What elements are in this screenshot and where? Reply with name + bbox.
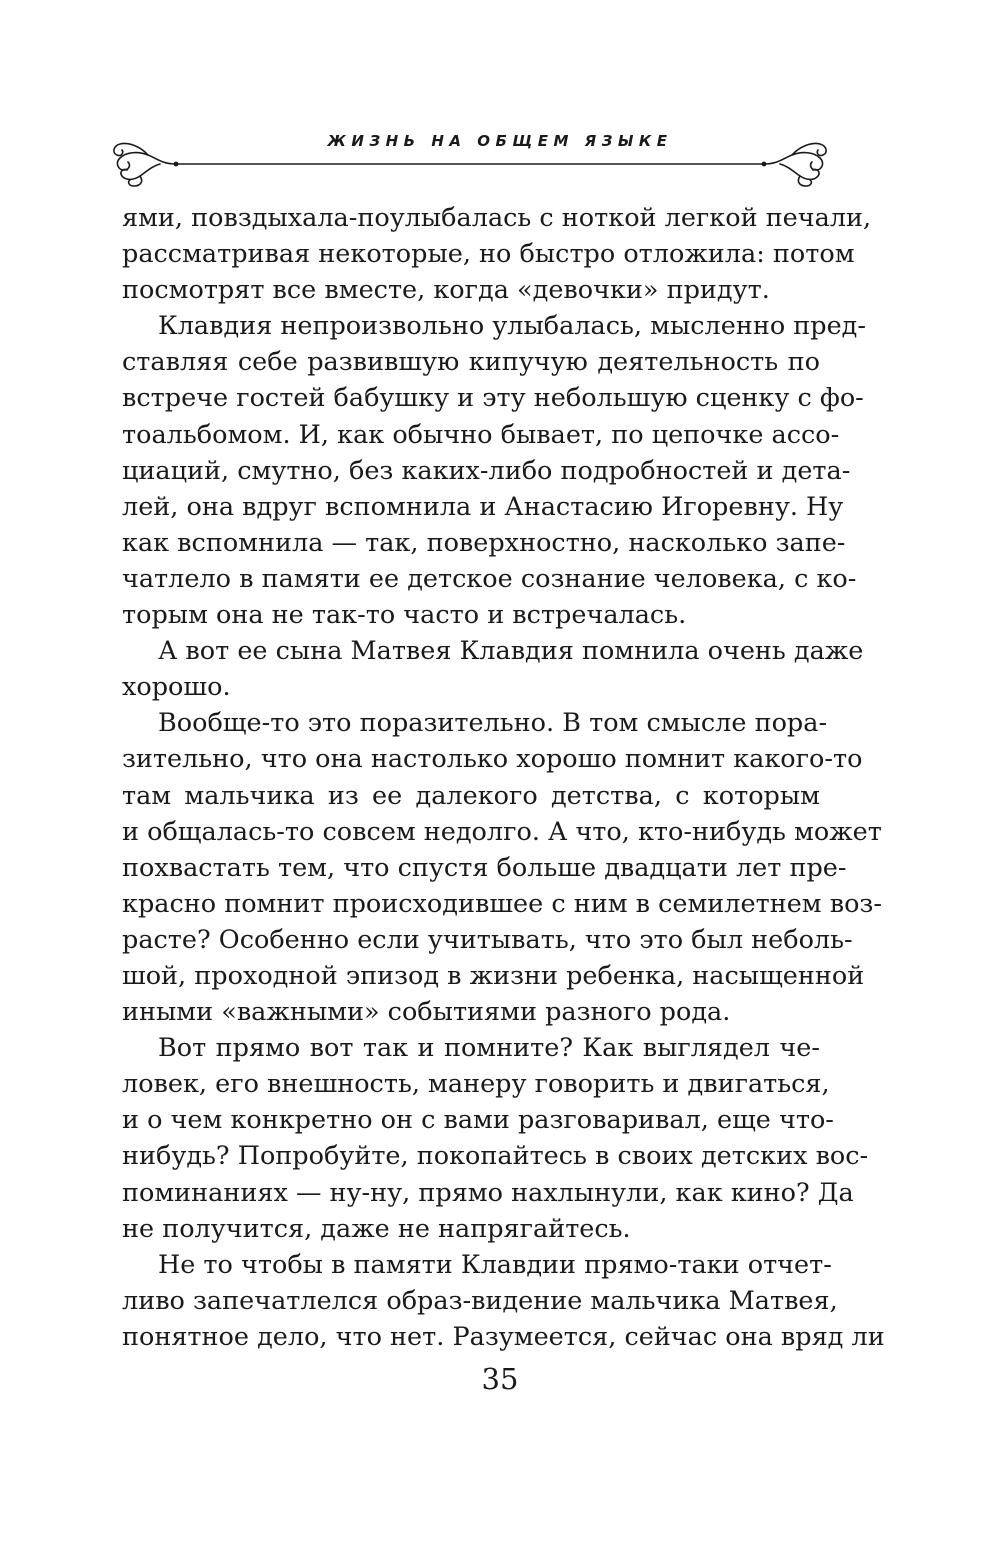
text-line: красно помнит происходившее с ним в семилетнем воз-	[122, 888, 882, 919]
text-line: посмотрят все вместе, когда «девочки» придут.	[122, 275, 770, 306]
text-line: Клавдия непроизвольно улыбалась, мысленно пред-	[158, 311, 866, 342]
text-line: и общалась-то совсем недолго. А что, кто-нибудь может	[122, 816, 882, 847]
text-line: лей, она вдруг вспомнила и Анастасию Игоревну. Ну	[122, 491, 844, 522]
text-line: зительно, что она настолько хорошо помнит какого-то	[122, 744, 863, 775]
text-line: как вспомнила — так, поверхностно, насколько запе-	[122, 527, 846, 558]
text-line: Не то чтобы в памяти Клавдии прямо-таки отчет-	[158, 1249, 832, 1280]
text-line: похвастать тем, что спустя больше двадцати лет пре-	[122, 852, 847, 883]
text-line: тоальбомом. И, как обычно бывает, по цепочке ассо-	[122, 419, 840, 450]
text-line: циаций, смутно, без каких-либо подробностей и дета-	[122, 455, 851, 486]
text-line: встрече гостей бабушку и эту небольшую сценку с фо-	[122, 383, 864, 414]
text-line: А вот ее сына Матвея Клавдия помнила очень даже	[158, 636, 864, 667]
text-line: Вообще-то это поразительно. В том смысле пора-	[158, 708, 828, 739]
text-line: не получится, даже не напрягайтесь.	[122, 1213, 631, 1244]
text-line: чатлело в памяти ее детское сознание человека, с ко-	[122, 563, 857, 594]
text-line: ловек, его внешность, манеру говорить и двигаться,	[122, 1069, 830, 1100]
text-line: понятное дело, что нет. Разумеется, сейчас она вряд ли	[122, 1321, 885, 1352]
page-number: 35	[481, 1362, 519, 1396]
text-line: шой, проходной эпизод в жизни ребенка, насыщенной	[122, 960, 865, 991]
text-line: Вот прямо вот так и помните? Как выглядел че-	[158, 1033, 820, 1064]
text-line: ями, повздыхала-поулыбалась с ноткой легкой печали,	[122, 203, 872, 233]
running-title: ЖИЗНЬ НА ОБЩЕМ ЯЗЫКЕ	[327, 132, 673, 150]
text-line: расте? Особенно если учитывать, что это был неболь-	[122, 924, 853, 955]
text-line: там мальчика из ее далекого детства, с которым	[122, 780, 820, 811]
body-text	[122, 200, 885, 1355]
text-line: поминаниях — ну-ну, прямо нахлынули, как кино? Да	[122, 1177, 854, 1208]
running-head	[100, 128, 900, 198]
text-line: нибудь? Попробуйте, покопайтесь в своих детских вос-	[122, 1141, 869, 1172]
text-line: ставляя себе развившую кипучую деятельность по	[122, 347, 820, 378]
text-line: рассматривая некоторые, но быстро отложила: потом	[122, 239, 855, 270]
text-line: торым она не так-то часто и встречалась.	[122, 600, 687, 631]
text-line: и о чем конкретно он с вами разговаривал, еще что-	[122, 1105, 834, 1136]
text-line: хорошо.	[122, 672, 231, 703]
text-line: ливо запечатлелся образ-видение мальчика Матвея,	[122, 1285, 838, 1316]
text-line: иными «важными» событиями разного рода.	[122, 997, 731, 1028]
